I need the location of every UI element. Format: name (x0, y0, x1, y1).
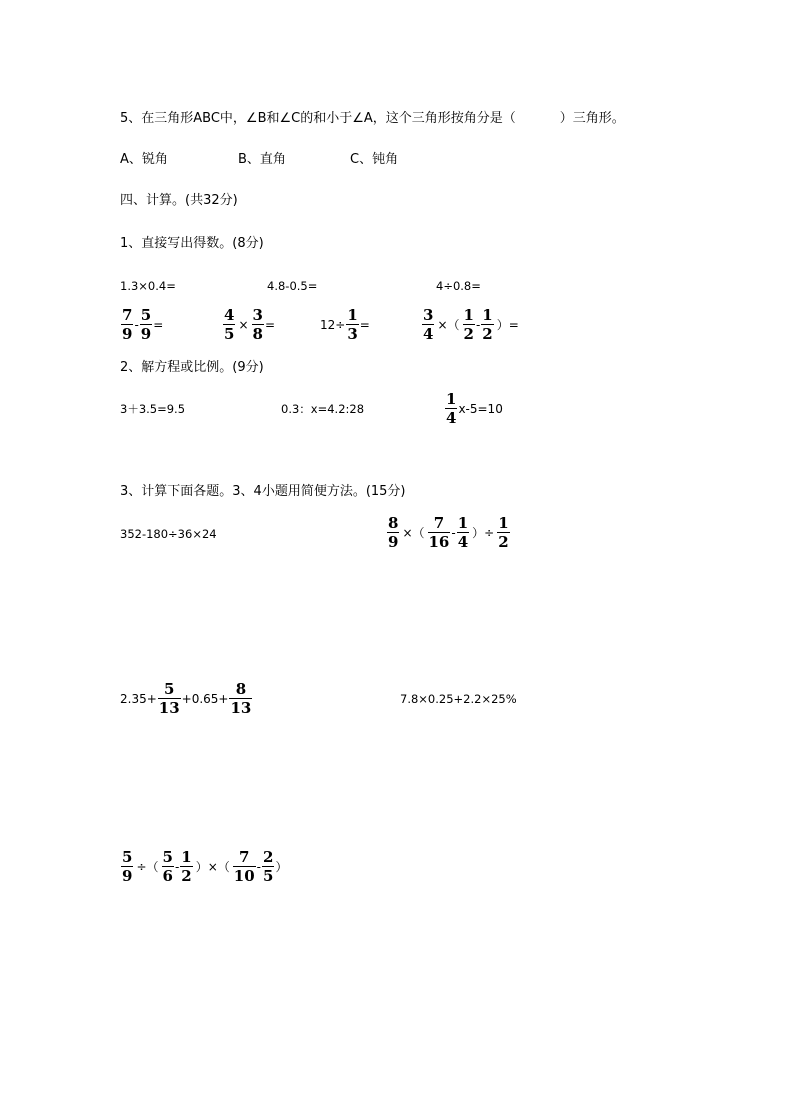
fraction: $\frac{5}{6}$ (162, 848, 173, 885)
oral-calc-1: 1.3×0.4= (120, 279, 176, 293)
option-c: C、钝角 (350, 152, 399, 167)
oral-calc-3: 4÷0.8= (436, 279, 481, 293)
oral-calc-8: $\frac{3}{4}$ ×（ $\frac{1}{2}$ - $\frac{1}{2}$ ）= (423, 306, 519, 343)
oral-calc-6: $\frac{4}{5}$ × $\frac{3}{8}$ = (224, 306, 275, 343)
fraction: $\frac{7}{16}$ (428, 514, 450, 551)
problem-5: $\frac{5}{9}$ ÷（ $\frac{5}{6}$ - $\frac{1}{2}$ ）×（ $\frac{7}{10}$ - $\frac{2}{5}$ ） (122, 848, 288, 885)
fraction: $\frac{1}{3}$ (347, 306, 358, 343)
option-a: A、锐角 (120, 152, 168, 167)
problem-1: 352-180÷36×24 (120, 527, 217, 541)
question-5 (120, 110, 625, 128)
fraction: $\frac{2}{5}$ (263, 848, 274, 885)
fraction: $\frac{8}{13}$ (230, 680, 252, 717)
sub3-title: 3、计算下面各题。3、4小题用简便方法。(15分) (120, 484, 406, 499)
problem-4: 7.8×0.25+2.2×25% (400, 692, 517, 706)
fraction: $\frac{7}{9}$ (122, 306, 133, 343)
oral-calc-7: 12÷ $\frac{1}{3}$ = (320, 306, 370, 343)
fraction: $\frac{1}{4}$ (446, 390, 457, 427)
sub1-title: 1、直接写出得数。(8分) (120, 236, 264, 251)
problem-2: $\frac{8}{9}$ ×（ $\frac{7}{16}$ - $\frac{1}{4}$ ）÷ $\frac{1}{2}$ (388, 514, 509, 551)
equation-1: 3＋3.5=9.5 (120, 402, 186, 416)
fraction: $\frac{8}{9}$ (388, 514, 399, 551)
option-b: B、直角 (238, 152, 286, 167)
fraction: $\frac{3}{8}$ (252, 306, 263, 343)
fraction: $\frac{5}{9}$ (140, 306, 152, 343)
fraction: $\frac{7}{10}$ (233, 848, 255, 885)
fraction: $\frac{5}{9}$ (122, 848, 133, 885)
fraction: $\frac{1}{4}$ (457, 514, 469, 551)
problem-3: 2.35+ $\frac{5}{13}$ +0.65+ $\frac{8}{13}$ (120, 680, 252, 717)
fraction: $\frac{1}{2}$ (181, 848, 192, 885)
section-4-title: 四、计算。(共32分) (120, 193, 238, 208)
equation-3: $\frac{1}{4}$ x-5=10 (446, 390, 503, 427)
oral-calc-2: 4.8-0.5= (267, 279, 318, 293)
fraction: $\frac{4}{5}$ (224, 306, 235, 343)
question-5-text-b: ）三角形。 (559, 111, 625, 126)
equation-2: 0.3：x=4.2:28 (281, 402, 365, 416)
question-5-text-a: 5、在三角形ABC中，∠B和∠C的和小于∠A，这个三角形按角分是（ (120, 111, 516, 126)
oral-calc-5: $\frac{7}{9}$ - $\frac{5}{9}$ = (122, 306, 164, 343)
sub2-title: 2、解方程或比例。(9分) (120, 360, 264, 375)
fraction: $\frac{1}{2}$ (498, 514, 509, 551)
fraction: $\frac{1}{2}$ (463, 306, 474, 343)
fraction: $\frac{5}{13}$ (158, 680, 180, 717)
fraction: $\frac{3}{4}$ (423, 306, 434, 343)
fraction: $\frac{1}{2}$ (482, 306, 493, 343)
